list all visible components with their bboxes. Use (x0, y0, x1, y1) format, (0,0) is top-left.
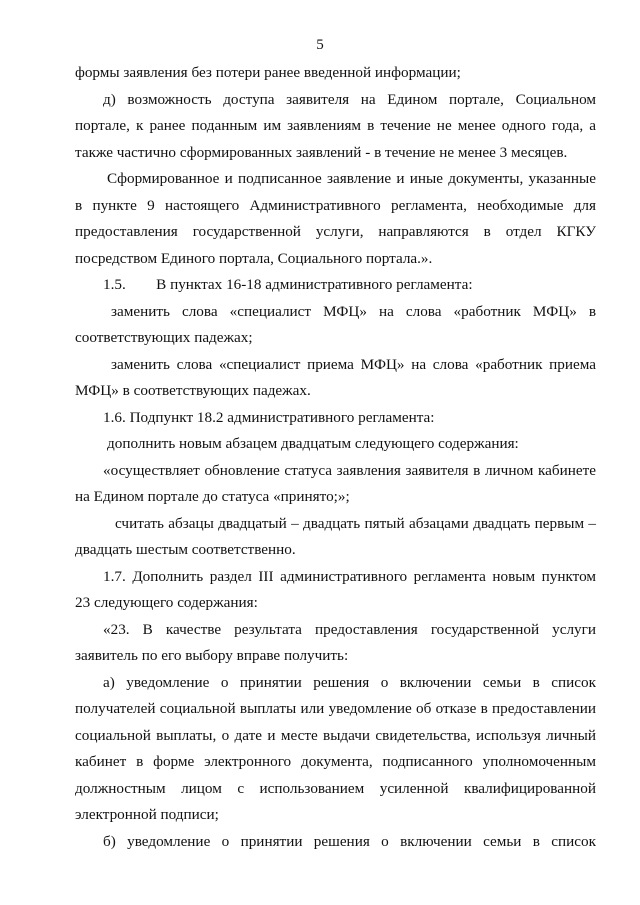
text-line: «23. В качестве результата предоставления государственной услуги (103, 620, 596, 638)
text-line: 1.7. Дополнить раздел III административного регламента новым пунктом (103, 567, 596, 585)
text-line: посредством Единого портала, Социального портала.». (75, 249, 433, 267)
text-line: дополнить новым абзацем двадцатым следующего содержания: (107, 435, 519, 452)
text-line: предоставления государственной услуги, направляются в отдел КГКУ (75, 223, 596, 240)
text-line: также частично сформированных заявлений - в течение не менее 3 месяцев. (75, 143, 568, 161)
text-line: Сформированное и подписанное заявление и иные документы, указанные (107, 170, 596, 187)
text-line: соответствующих падежах; (75, 329, 253, 346)
text-line: должностным лицом с использованием усиленной квалифицированной (75, 779, 596, 797)
text-line: социальной выплаты, о дате и месте выдачи свидетельства, используя личный (75, 726, 596, 744)
text-line: кабинет в форме электронного документа, подписанного уполномоченным (75, 753, 596, 770)
text-line: формы заявления без потери ранее введенной информации; (75, 64, 461, 81)
text-line: на Едином портале до статуса «принято;»; (75, 488, 350, 505)
text-line: электронной подписи; (75, 806, 219, 823)
text-line: а) уведомление о принятии решения о включении семьи в список (103, 673, 596, 691)
text-line: «осуществляет обновление статуса заявления заявителя в личном кабинете (103, 461, 596, 479)
text-line: 1.5. В пунктах 16-18 административного регламента: (103, 276, 473, 293)
text-line: в пункте 9 настоящего Административного регламента, необходимые для (75, 196, 596, 214)
text-line: портале, к ранее поданным им заявлениям в течение не менее одного года, а (75, 117, 596, 134)
text-line: д) возможность доступа заявителя на Едином портале, Социальном (103, 90, 596, 108)
document-body (75, 60, 596, 855)
text-line: заявитель по его выбору вправе получить: (75, 647, 349, 664)
page-number: 5 (316, 37, 324, 53)
text-line: б) уведомление о принятии решения о включении семьи в список (103, 832, 596, 850)
text-line: получателей социальной выплаты или уведомление об отказе в предоставлении (75, 700, 596, 717)
text-line: заменить слова «специалист МФЦ» на слова «работник МФЦ» в (111, 302, 596, 320)
text-line: МФЦ» в соответствующих падежах. (75, 382, 311, 399)
text-line: считать абзацы двадцатый – двадцать пятый абзацами двадцать первым – (115, 514, 596, 532)
text-line: заменить слова «специалист приема МФЦ» на слова «работник приема (111, 355, 596, 373)
text-line: двадцать шестым соответственно. (75, 541, 296, 558)
text-line: 23 следующего содержания: (75, 594, 258, 611)
text-line: 1.6. Подпункт 18.2 административного регламента: (103, 408, 435, 426)
